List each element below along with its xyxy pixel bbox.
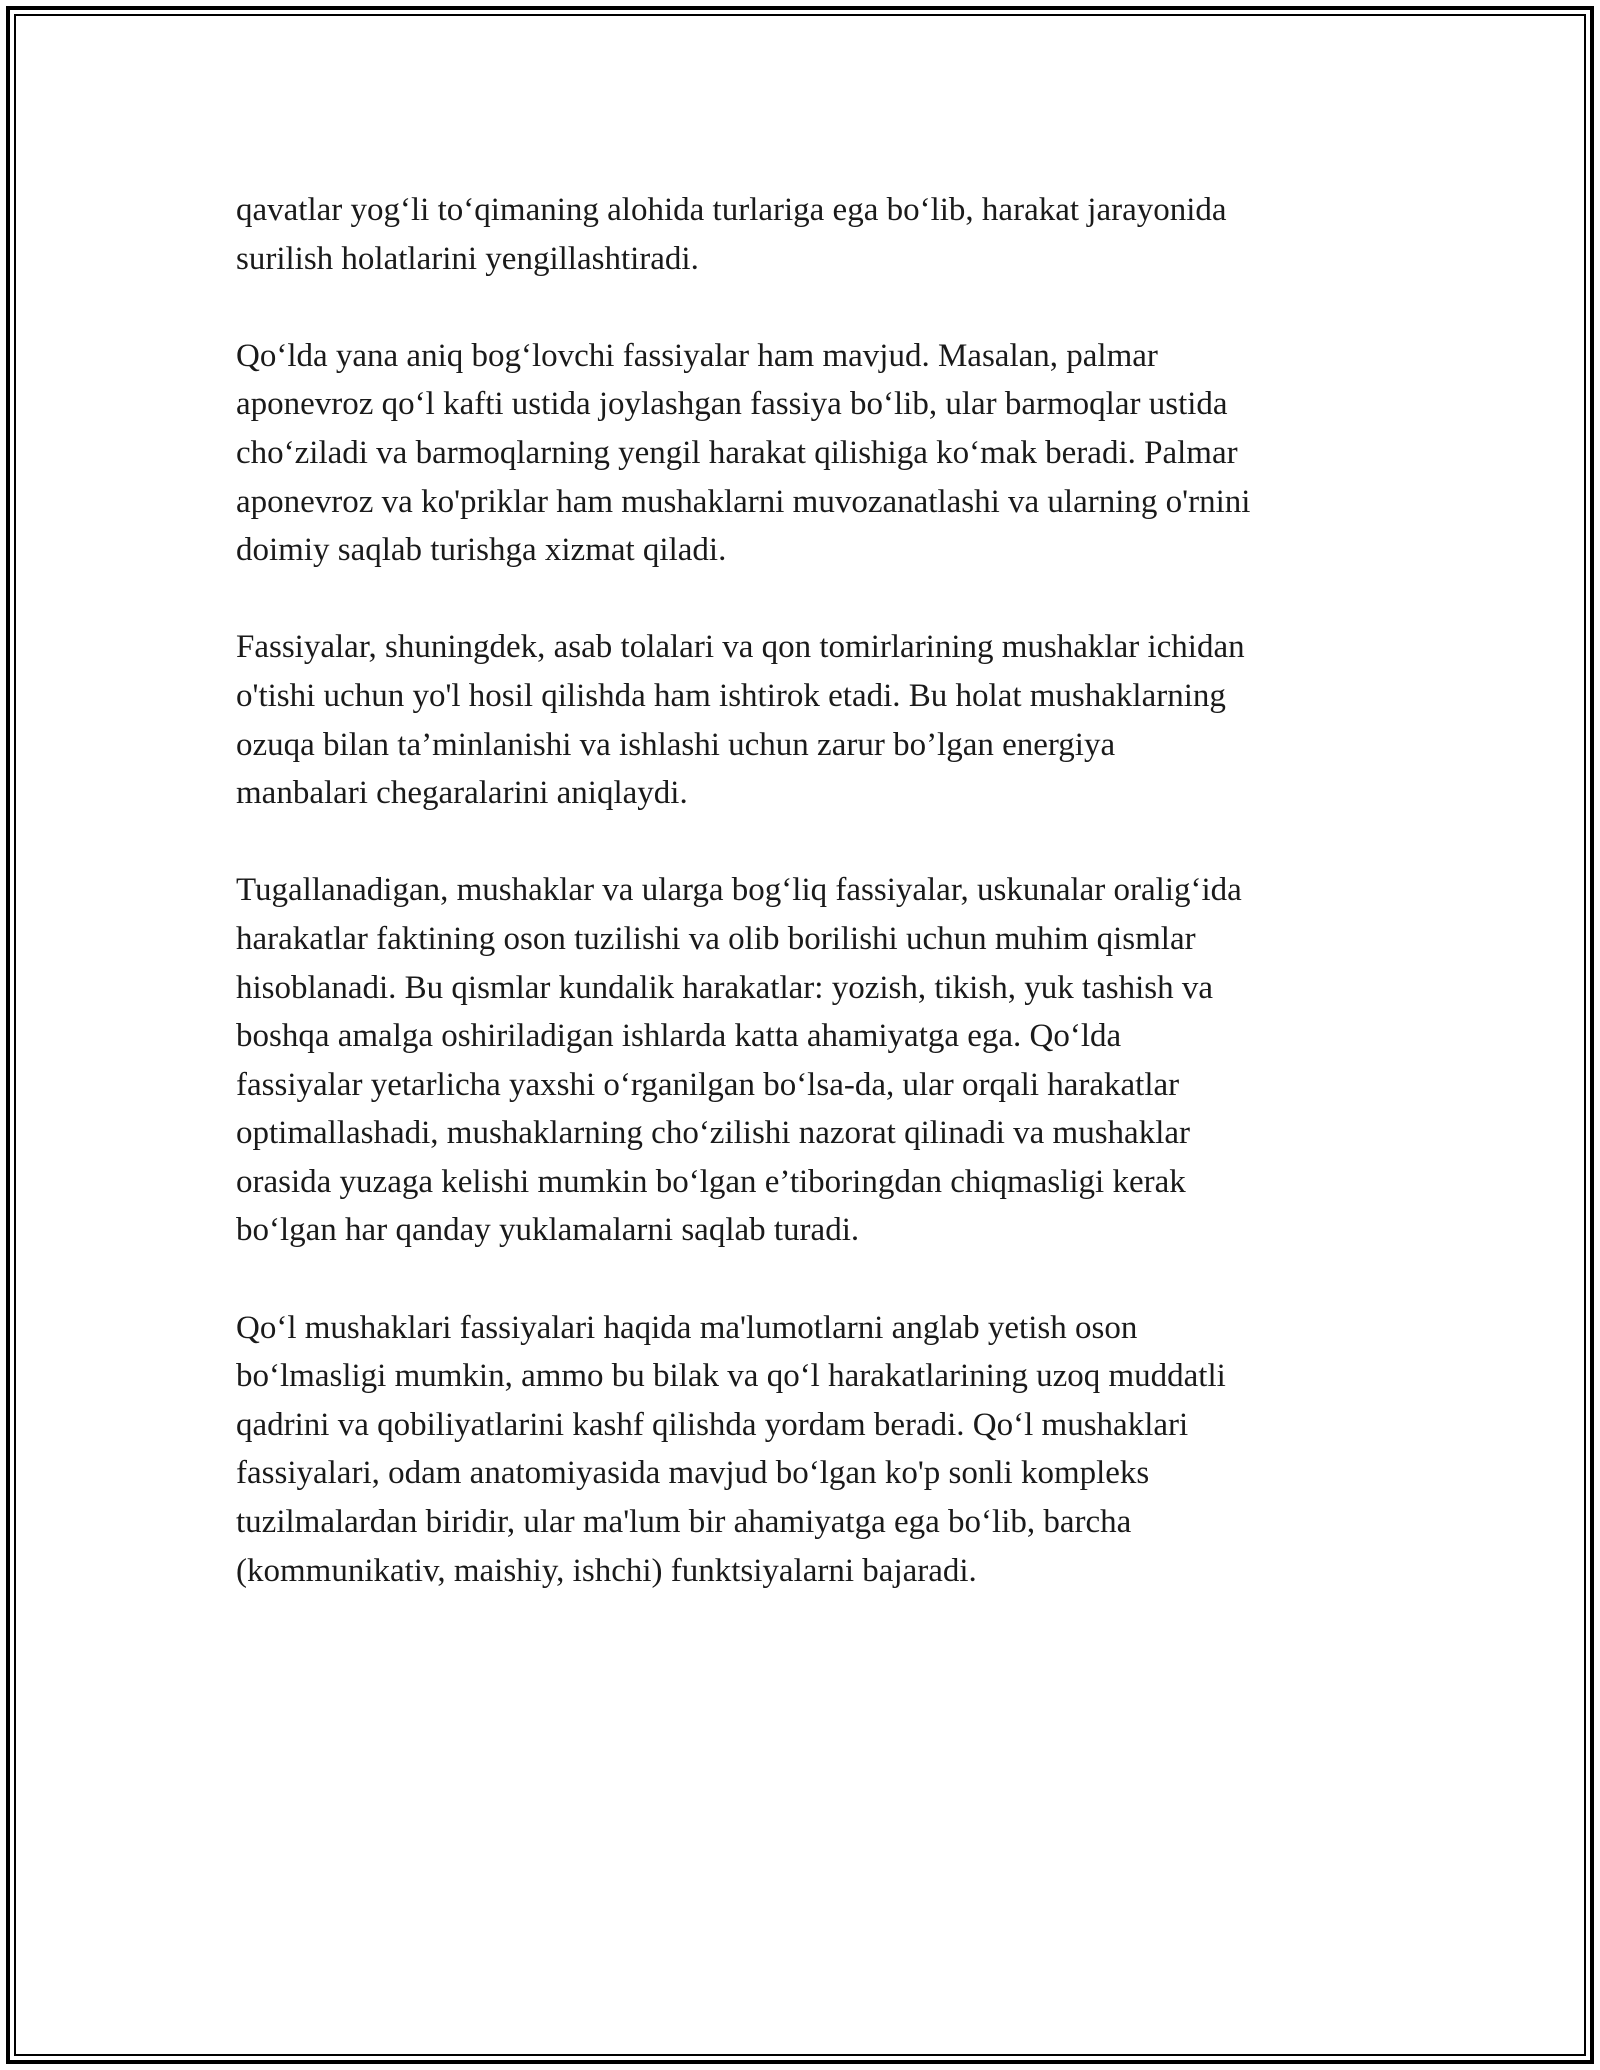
text-line: Qo‘lda yana aniq bog‘lovchi fassiyalar ham mavjud. Masalan, palmar [236, 337, 1158, 374]
text-line: bo‘lgan har qanday yuklamalarni saqlab turadi. [236, 1212, 860, 1249]
document-body [236, 186, 1376, 1644]
text-line: Tugallanadigan, mushaklar va ularga bog‘liq fassiyalar, uskunalar oralig‘ida [236, 872, 1242, 909]
text-line: ozuqa bilan ta’minlanishi va ishlashi uchun zarur bo’lgan energiya [236, 726, 1116, 763]
text-line: manbalari chegaralarini aniqlaydi. [236, 775, 688, 812]
text-line: o'tishi uchun yo'l hosil qilishda ham ishtirok etadi. Bu holat mushaklarning [236, 677, 1226, 714]
text-line: cho‘ziladi va barmoqlarning yengil harakat qilishiga ko‘mak beradi. Palmar [236, 434, 1238, 471]
text-line: orasida yuzaga kelishi mumkin bo‘lgan e’tiboringdan chiqmasligi kerak [236, 1163, 1186, 1200]
text-line: boshqa amalga oshiriladigan ishlarda katta ahamiyatga ega. Qo‘lda [236, 1018, 1122, 1055]
text-line: fassiyalar yetarlicha yaxshi o‘rganilgan bo‘lsa-da, ular orqali harakatlar [236, 1066, 1180, 1103]
paragraph-1 [236, 186, 1376, 283]
paragraph-3 [236, 623, 1376, 817]
text-line: aponevroz qo‘l kafti ustida joylashgan fassiya bo‘lib, ular barmoqlar ustida [236, 386, 1228, 423]
text-line: hisoblanadi. Bu qismlar kundalik harakatlar: yozish, tikish, yuk tashish va [236, 969, 1214, 1006]
paragraph-5 [236, 1304, 1376, 1596]
paragraph-4 [236, 866, 1376, 1255]
text-line: doimiy saqlab turishga xizmat qiladi. [236, 532, 727, 569]
text-line: (kommunikativ, maishiy, ishchi) funktsiyalarni bajaradi. [236, 1552, 977, 1589]
paragraph-2 [236, 332, 1376, 575]
text-line: optimallashadi, mushaklarning cho‘zilishi nazorat qilinadi va mushaklar [236, 1115, 1191, 1152]
text-line: bo‘lmasligi mumkin, ammo bu bilak va qo‘l harakatlarining uzoq muddatli [236, 1358, 1226, 1395]
text-line: tuzilmalardan biridir, ular ma'lum bir ahamiyatga ega bo‘lib, barcha [236, 1504, 1132, 1541]
text-line: harakatlar faktining oson tuzilishi va olib borilishi uchun muhim qismlar [236, 920, 1196, 957]
text-line: aponevroz va ko'priklar ham mushaklarni muvozanatlashi va ularning o'rnini [236, 483, 1251, 520]
text-line: qadrini va qobiliyatlarini kashf qilishda yordam beradi. Qo‘l mushaklari [236, 1406, 1189, 1443]
text-line: qavatlar yog‘li to‘qimaning alohida turlariga ega bo‘lib, harakat jarayonida [236, 192, 1227, 228]
text-line: surilish holatlarini yengillashtiradi. [236, 240, 699, 277]
text-line: Fassiyalar, shuningdek, asab tolalari va qon tomirlarining mushaklar ichidan [236, 629, 1245, 666]
text-line: fassiyalari, odam anatomiyasida mavjud bo‘lgan ko'p sonli kompleks [236, 1455, 1150, 1492]
text-line: Qo‘l mushaklari fassiyalari haqida ma'lumotlarni anglab yetish oson [236, 1309, 1138, 1346]
